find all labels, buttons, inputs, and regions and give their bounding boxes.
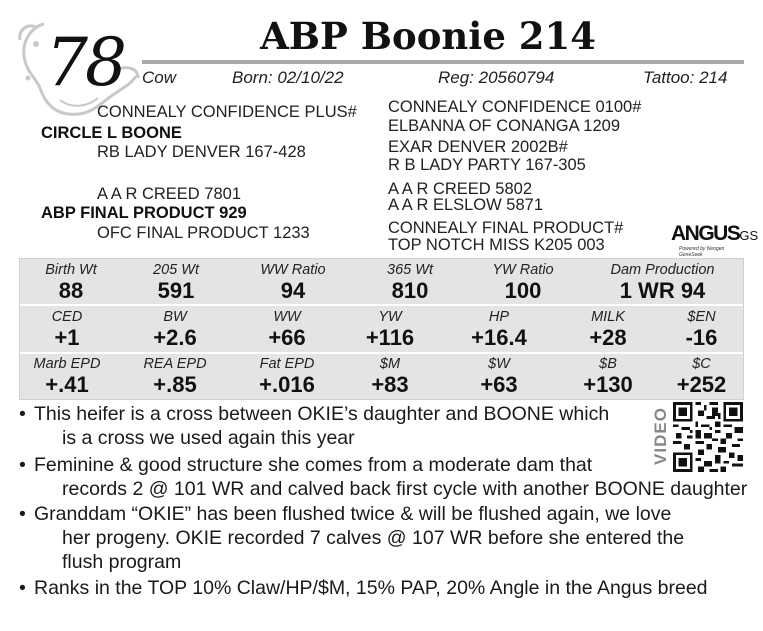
qr-code-icon[interactable]: [673, 402, 743, 472]
animal-name-title: ABP Boonie 214: [260, 14, 596, 58]
angus-logo-subtext: Powered by Neogen GeneSeek: [679, 246, 725, 258]
pedigree-dam: ABP FINAL PRODUCT 929: [41, 204, 247, 222]
cell-value: +28: [589, 325, 627, 350]
table-cell: [442, 308, 556, 350]
pedigree-dam-sire: A A R CREED 7801: [97, 185, 241, 203]
cell-value: +116: [365, 325, 415, 350]
epd-table: [19, 258, 744, 400]
table-cell: [660, 308, 743, 350]
cell-value: +63: [480, 372, 518, 397]
note-line: records 2 @ 101 WR and calved back first cycle with another BOONE daughter: [62, 478, 748, 500]
table-cell: [556, 355, 660, 397]
table-row-divider: [20, 352, 743, 354]
cell-value: +.85: [153, 372, 197, 397]
cell-value: +83: [371, 372, 409, 397]
cell-label: $C: [692, 356, 711, 372]
cell-label: HP: [488, 309, 510, 325]
note-bullet-1: [19, 402, 747, 450]
pedigree-ds-sire: A A R CREED 5802: [388, 180, 532, 198]
cell-value: +130: [583, 372, 633, 397]
table-cell: [20, 261, 122, 303]
performance-row: [20, 261, 743, 303]
table-cell: [356, 261, 464, 303]
note-line: Granddam “OKIE” has been flushed twice & will be flushed again, we love: [34, 503, 672, 525]
cell-value: +2.6: [153, 325, 197, 350]
cell-value: 100: [504, 278, 542, 303]
title-divider: [142, 60, 744, 64]
bullet-glyph: •: [19, 577, 26, 599]
note-bullet-2: [19, 453, 747, 501]
cell-label: WW: [273, 309, 301, 325]
cell-label: 365 Wt: [387, 262, 433, 278]
table-cell: [582, 261, 743, 303]
cell-value: +252: [676, 372, 727, 397]
epd-row-2: [20, 355, 743, 397]
pedigree-dd-dam: TOP NOTCH MISS K205 003: [388, 236, 605, 254]
pedigree-sd-sire: EXAR DENVER 2002B#: [388, 138, 568, 156]
video-label: VIDEO: [651, 407, 670, 465]
table-cell: [236, 355, 338, 397]
table-cell: [114, 308, 236, 350]
cell-label: YW Ratio: [492, 262, 554, 278]
bullet-glyph: •: [19, 454, 26, 476]
pedigree-ss-sire: CONNEALY CONFIDENCE 0100#: [388, 98, 642, 116]
cell-value: 1 WR 94: [619, 278, 706, 303]
note-bullet-3: [19, 502, 747, 574]
cell-value: -16: [685, 325, 718, 350]
note-line: flush program: [62, 551, 182, 573]
angus-gs-logo: [671, 222, 759, 258]
cell-label: Fat EPD: [259, 356, 315, 372]
table-cell: [114, 355, 236, 397]
cell-value: 810: [391, 278, 429, 303]
bullet-glyph: •: [19, 503, 26, 525]
cell-label: CED: [51, 309, 83, 325]
cell-value: +16.4: [471, 325, 527, 350]
table-cell: [230, 261, 356, 303]
note-line: Ranks in the TOP 10% Claw/HP/$M, 15% PAP, 20% Angle in the Angus breed: [34, 577, 708, 599]
pedigree-sire-sire: CONNEALY CONFIDENCE PLUS#: [97, 103, 357, 121]
cell-value: 591: [157, 278, 195, 303]
pedigree-dd-sire: CONNEALY FINAL PRODUCT#: [388, 219, 624, 237]
angus-logo-text: ANGUS: [671, 222, 740, 245]
cell-label: $M: [379, 356, 401, 372]
cell-value: +1: [54, 325, 80, 350]
cell-value: 94: [280, 278, 306, 303]
pedigree-sire-dam: RB LADY DENVER 167-428: [97, 143, 306, 161]
cell-value: +.41: [45, 372, 89, 397]
cell-label: Marb EPD: [33, 356, 101, 372]
pedigree-dam-dam: OFC FINAL PRODUCT 1233: [97, 224, 310, 242]
animal-sex: Cow: [142, 68, 177, 87]
cell-label: YW: [378, 309, 402, 325]
table-cell: [442, 355, 556, 397]
cell-value: 88: [58, 278, 84, 303]
note-line: is a cross we used again this year: [62, 427, 355, 449]
cell-value: +66: [268, 325, 306, 350]
epd-row-1: [20, 308, 743, 350]
cell-label: $B: [599, 356, 617, 372]
table-cell: [660, 355, 743, 397]
table-cell: [464, 261, 582, 303]
animal-reg: Reg: 20560794: [438, 68, 555, 87]
lot-number: 78: [46, 24, 124, 101]
table-cell: [556, 308, 660, 350]
cell-label: $W: [488, 356, 510, 372]
angus-logo-suffix: GS: [739, 228, 759, 243]
table-cell: [20, 308, 114, 350]
table-cell: [338, 308, 442, 350]
table-cell: [122, 261, 230, 303]
pedigree-ss-dam: ELBANNA OF CONANGA 1209: [388, 117, 621, 135]
cell-label: REA EPD: [143, 356, 207, 372]
table-cell: [20, 355, 114, 397]
pedigree-sire: CIRCLE L BOONE: [41, 124, 182, 142]
table-row-divider: [20, 304, 743, 306]
pedigree-ds-dam: A A R ELSLOW 5871: [388, 196, 544, 214]
cell-label: WW Ratio: [260, 262, 326, 278]
pedigree-sd-dam: R B LADY PARTY 167-305: [388, 156, 586, 174]
cell-label: Dam Production: [610, 262, 715, 278]
note-line: Feminine & good structure she comes from a moderate dam that: [34, 454, 593, 476]
note-bullet-4: [19, 576, 747, 600]
bullet-glyph: •: [19, 403, 26, 425]
cell-label: $EN: [687, 309, 716, 325]
cell-label: 205 Wt: [153, 262, 199, 278]
cell-label: MILK: [591, 309, 625, 325]
note-line: her progeny. OKIE recorded 7 calves @ 107 WR before she entered the: [62, 527, 685, 549]
cell-value: +.016: [259, 372, 315, 397]
note-line: This heifer is a cross between OKIE’s daughter and BOONE which: [34, 403, 610, 425]
cell-label: Birth Wt: [45, 262, 97, 278]
table-cell: [236, 308, 338, 350]
cell-label: BW: [163, 309, 187, 325]
table-cell: [338, 355, 442, 397]
animal-tattoo: Tattoo: 214: [643, 68, 728, 87]
animal-born: Born: 02/10/22: [232, 68, 344, 87]
